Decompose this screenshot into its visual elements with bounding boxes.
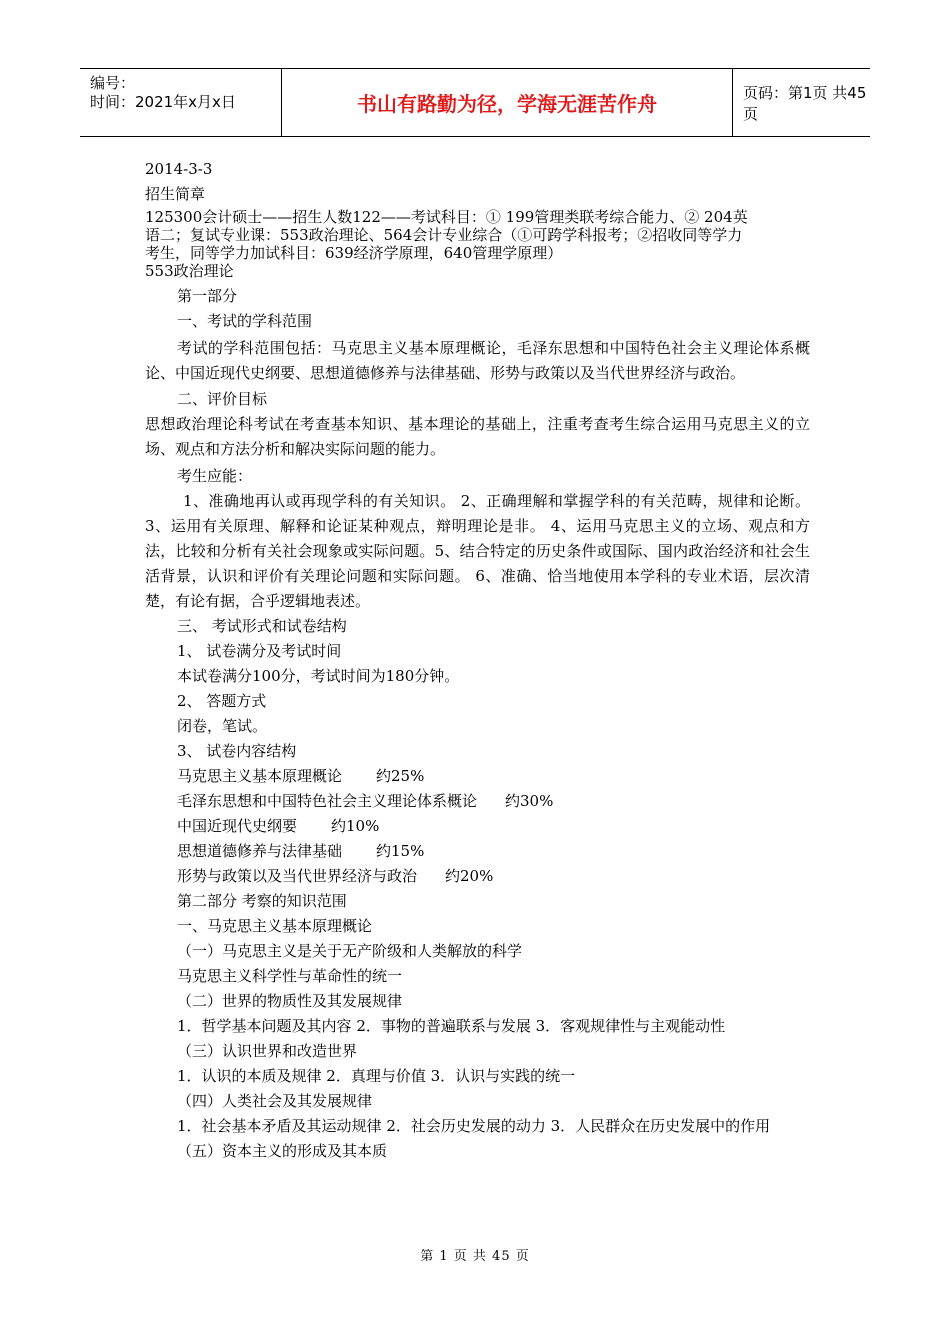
subsection-heading: （二）世界的物质性及其发展规律 [177, 992, 403, 1010]
structure-pct: 约30% [505, 792, 554, 810]
structure-pct: 约10% [331, 817, 380, 835]
structure-subject: 毛泽东思想和中国特色社会主义理论体系概论 [177, 792, 478, 810]
page-info: 页码：第1页 共45页 [743, 83, 867, 123]
item-heading: 3、 试卷内容结构 [177, 742, 297, 760]
paragraph: 思想政治理论科考试在考查基本知识、基本理论的基础上，注重考查考生综合运用马克思主义的立场、观点和方法分析和解决实际问题的能力。 [145, 415, 810, 458]
section-heading: 二、评价目标 [177, 390, 268, 408]
structure-subject: 中国近现代史纲要 [177, 817, 298, 835]
program-line: 语二；复试专业课：553政治理论、564会计专业综合（①可跨学科报考；②招收同等学力 [145, 226, 743, 244]
part-heading: 第二部分 考察的知识范围 [177, 892, 347, 910]
paragraph: 1．哲学基本问题及其内容 2．事物的普遍联系与发展 3．客观规律性与主观能动性 [177, 1017, 726, 1035]
paragraph: 闭卷，笔试。 [177, 717, 268, 735]
document-header [80, 68, 870, 137]
paragraph: 1．社会基本矛盾及其运动规律 2．社会历史发展的动力 3．人民群众在历史发展中的作用 [177, 1117, 771, 1135]
part-heading: 第一部分 [177, 287, 238, 305]
structure-row [145, 764, 810, 789]
header-meta-cell [80, 69, 282, 136]
date-line: 时间：2021年x月x日 [90, 93, 236, 111]
course-code: 553政治理论 [145, 262, 234, 280]
structure-pct: 约20% [445, 867, 494, 885]
document-body [145, 158, 810, 1164]
page-footer: 第 1 页 共 45 页 [420, 1249, 530, 1264]
structure-row [145, 839, 810, 864]
section-heading: 一、考试的学科范围 [177, 312, 313, 330]
item-heading: 1、 试卷满分及考试时间 [177, 642, 342, 660]
subsection-heading: （一）马克思主义是关于无产阶级和人类解放的科学 [177, 942, 523, 960]
structure-subject: 思想道德修养与法律基础 [177, 842, 343, 860]
date: 2014-3-3 [145, 160, 213, 178]
section-heading: 三、 考试形式和试卷结构 [177, 617, 347, 635]
structure-subject: 马克思主义基本原理概论 [177, 767, 343, 785]
subsection-heading: （五）资本主义的形成及其本质 [177, 1142, 388, 1160]
structure-pct: 约25% [376, 767, 425, 785]
motto: 书山有路勤为径，学海无涯苦作舟 [282, 69, 733, 136]
item-heading: 2、 答题方式 [177, 692, 267, 710]
structure-row [145, 864, 810, 889]
brochure-title: 招生简章 [145, 185, 206, 203]
program-line: 125300会计硕士——招生人数122——考试科目：① 199管理类联考综合能力、② 204英 [145, 208, 748, 226]
structure-pct: 约15% [376, 842, 425, 860]
structure-row [145, 789, 810, 814]
paragraph: 1、准确地再认或再现学科的有关知识。 2、正确理解和掌握学科的有关范畴，规律和论断。3、运用有关原理、解释和论证某种观点，辩明理论是非。 4、运用马克思主义的立场、观点和方法，比较和分析有关社会现象或实际问题。5、结合特定的历史条件或国际、国内政治经济和社会生活背景，认识和评价有关理论问题和实际问题。 6、准确、恰当地使用本学科的专业术语，层次清楚，有论有据，合乎逻辑地表述。 [145, 492, 810, 610]
paragraph: 考生应能： [177, 467, 253, 485]
section-heading: 一、马克思主义基本原理概论 [177, 917, 373, 935]
paragraph: 考试的学科范围包括：马克思主义基本原理概论，毛泽东思想和中国特色社会主义理论体系概论、中国近现代史纲要、思想道德修养与法律基础、形势与政策以及当代世界经济与政治。 [145, 339, 810, 382]
subsection-heading: （四）人类社会及其发展规律 [177, 1092, 373, 1110]
paragraph: 本试卷满分100分，考试时间为180分钟。 [177, 667, 460, 685]
number-label: 编号： [90, 74, 136, 92]
paragraph: 1．认识的本质及规律 2．真理与价值 3．认识与实践的统一 [177, 1067, 576, 1085]
structure-subject: 形势与政策以及当代世界经济与政治 [177, 867, 418, 885]
program-line: 考生，同等学力加试科目：639经济学原理，640管理学原理） [145, 244, 563, 262]
structure-row [145, 814, 810, 839]
subsection-heading: （三）认识世界和改造世界 [177, 1042, 358, 1060]
paragraph: 马克思主义科学性与革命性的统一 [177, 967, 403, 985]
